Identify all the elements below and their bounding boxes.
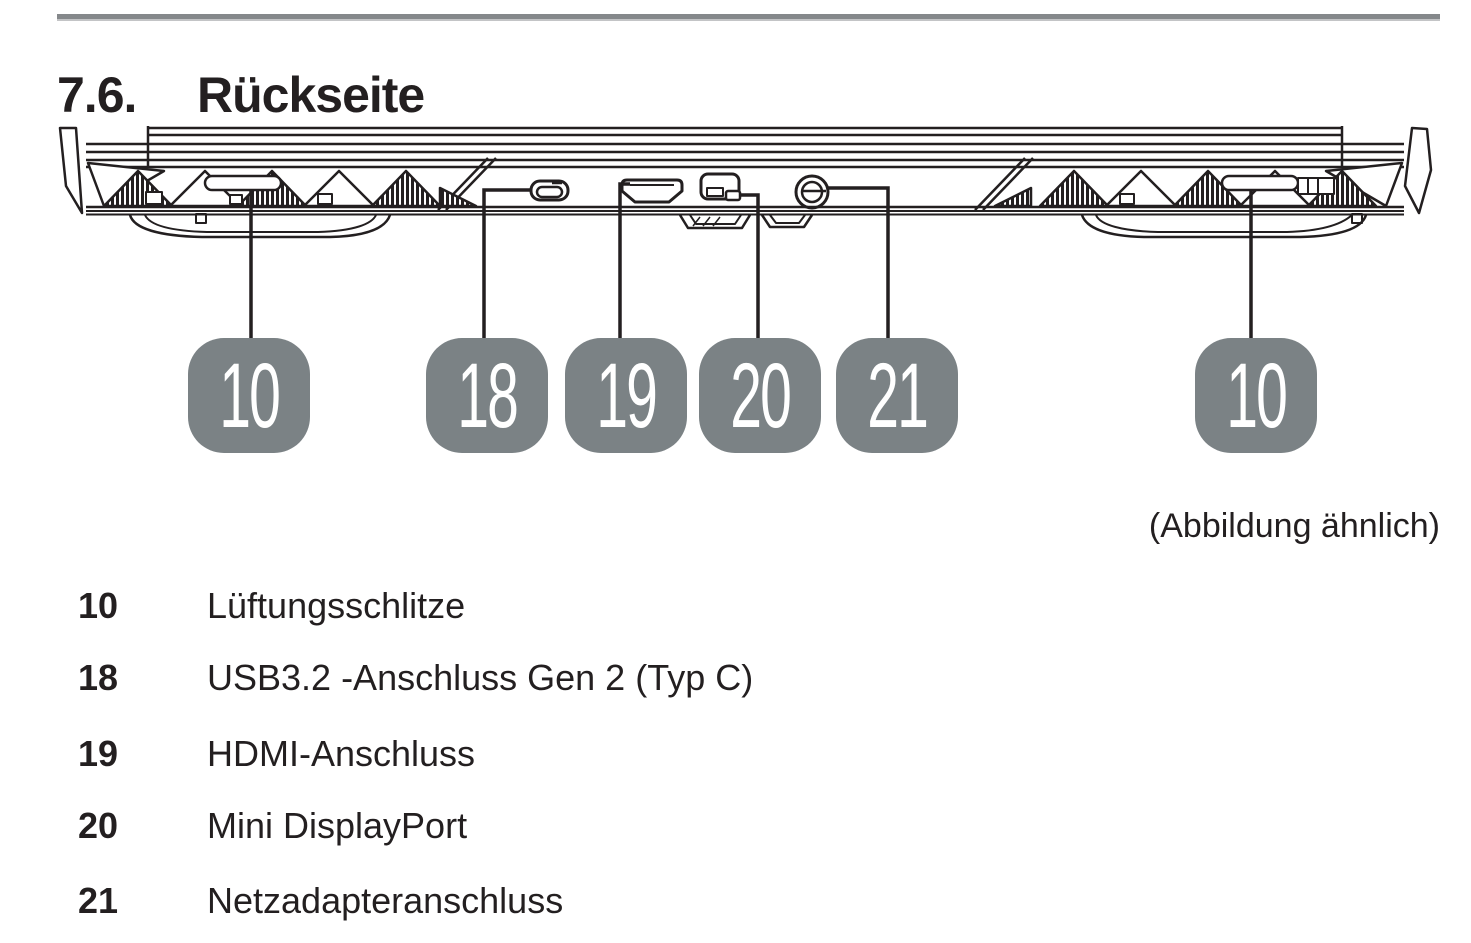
bottom-feet	[130, 214, 1366, 237]
callout-badge-label: 18	[457, 344, 517, 447]
legend-number: 19	[78, 733, 119, 774]
legend-label: USB3.2 -Anschluss Gen 2 (Typ C)	[207, 657, 754, 698]
figure-caption: (Abbildung ähnlich)	[1148, 507, 1440, 545]
callout-badge-vent-left	[188, 338, 310, 453]
legend-label: Netzadapteranschluss	[207, 880, 564, 921]
callout-badge-power	[836, 338, 958, 453]
callout-badge-label: 10	[1226, 344, 1286, 447]
legend-label: Mini DisplayPort	[207, 805, 468, 846]
legend-item-usb-c	[78, 657, 754, 698]
legend-number: 20	[78, 805, 119, 846]
callout-badge-vent-right	[1195, 338, 1317, 453]
mini-displayport	[701, 174, 740, 200]
usb-c-port	[531, 181, 568, 200]
legend-item-power	[78, 880, 564, 921]
legend-number: 10	[78, 585, 119, 626]
legend-label: HDMI-Anschluss	[207, 733, 476, 774]
lid-lines	[86, 126, 1404, 168]
deck-lines	[86, 207, 1404, 215]
legend-number: 21	[78, 880, 119, 921]
power-jack	[796, 176, 828, 208]
section-number: 7.6.	[57, 66, 137, 123]
section-title: Rückseite	[197, 66, 425, 123]
callout-badge-hdmi	[565, 338, 687, 453]
legend-label: Lüftungsschlitze	[207, 585, 466, 626]
callout-badge-label: 10	[219, 344, 279, 447]
legend-item-hdmi	[78, 733, 476, 774]
callout-badge-label: 20	[730, 344, 790, 447]
legend-item-vents	[78, 585, 466, 626]
callout-badge-label: 19	[596, 344, 656, 447]
callout-badge-usb-c	[426, 338, 548, 453]
legend-item-mini-dp	[78, 805, 468, 846]
callout-badge-mini-dp	[699, 338, 821, 453]
legend-number: 18	[78, 657, 119, 698]
callout-badge-label: 21	[867, 344, 927, 447]
hdmi-port	[622, 180, 682, 202]
